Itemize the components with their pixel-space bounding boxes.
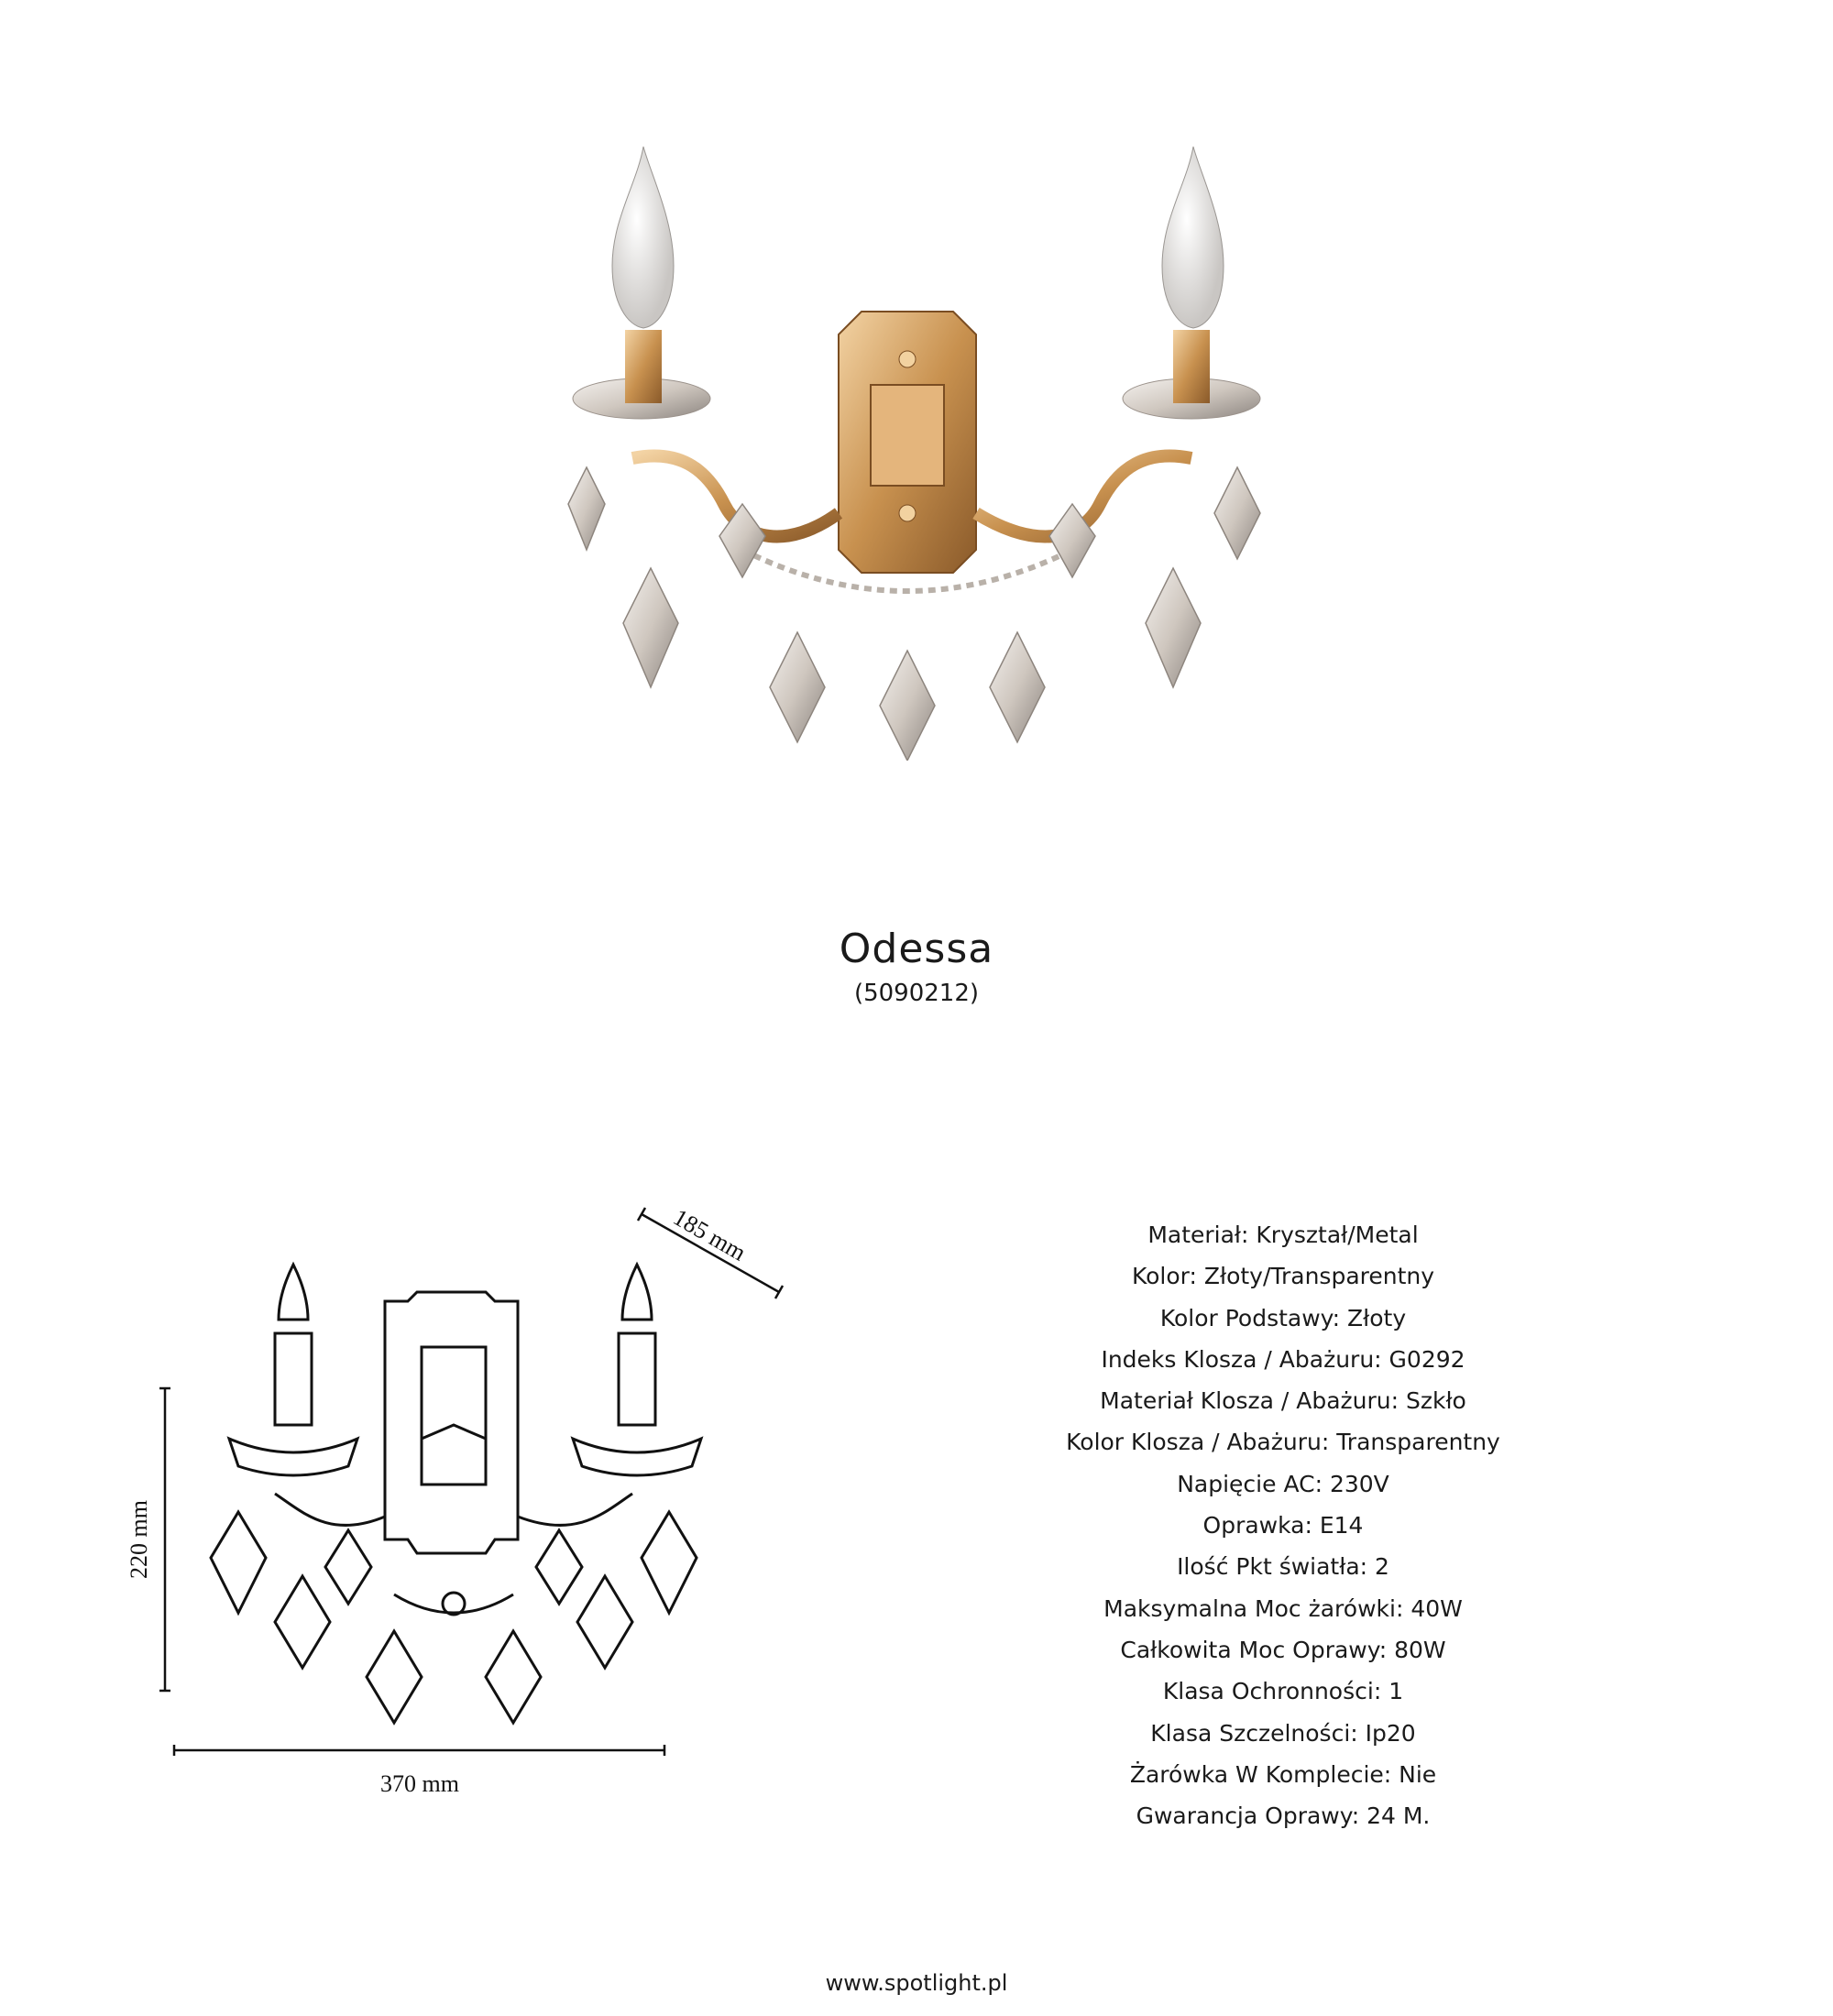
- product-name: Odessa: [839, 926, 994, 972]
- spec-item: Materiał Klosza / Abażuru: Szkło: [1100, 1387, 1466, 1415]
- product-photo: [513, 119, 1320, 761]
- spec-item: Oprawka: E14: [1202, 1512, 1364, 1539]
- spec-item: Materiał: Kryształ/Metal: [1147, 1222, 1419, 1248]
- spec-item: Żarówka W Komplecie: Nie: [1129, 1760, 1437, 1788]
- spec-item: Indeks Klosza / Abażuru: G0292: [1101, 1345, 1465, 1373]
- wall-plate: [839, 312, 976, 573]
- product-code: (5090212): [853, 980, 980, 1007]
- drawing-outline: [211, 1265, 701, 1723]
- left-bulb: [612, 147, 674, 328]
- dimension-lines: [159, 1208, 783, 1756]
- specification-list: [1008, 1214, 1558, 1836]
- spec-item: Całkowita Moc Oprawy: 80W: [1120, 1636, 1446, 1663]
- spec-item: Kolor Podstawy: Złoty: [1159, 1304, 1407, 1331]
- depth-label: 185 mm: [668, 1203, 751, 1266]
- spec-item: Maksymalna Moc żarówki: 40W: [1103, 1594, 1463, 1622]
- website-link[interactable]: www.spotlight.pl: [825, 1970, 1008, 1996]
- width-label: 370 mm: [380, 1770, 459, 1797]
- spec-item: Klasa Szczelności: Ip20: [1150, 1719, 1416, 1747]
- height-label: 220 mm: [126, 1500, 152, 1579]
- technical-drawing: [119, 1191, 816, 1814]
- right-bulb: [1162, 147, 1224, 328]
- spec-item: Ilość Pkt światła: 2: [1177, 1553, 1389, 1581]
- spec-item: Kolor: Złoty/Transparentny: [1131, 1263, 1435, 1290]
- spec-item: Kolor Klosza / Abażuru: Transparentny: [1066, 1429, 1500, 1456]
- spec-item: Napięcie AC: 230V: [1177, 1470, 1389, 1497]
- spec-item: Klasa Ochronności: 1: [1162, 1678, 1404, 1705]
- spec-item: Gwarancja Oprawy: 24 M.: [1136, 1802, 1431, 1830]
- product-title-block: [0, 926, 1833, 1007]
